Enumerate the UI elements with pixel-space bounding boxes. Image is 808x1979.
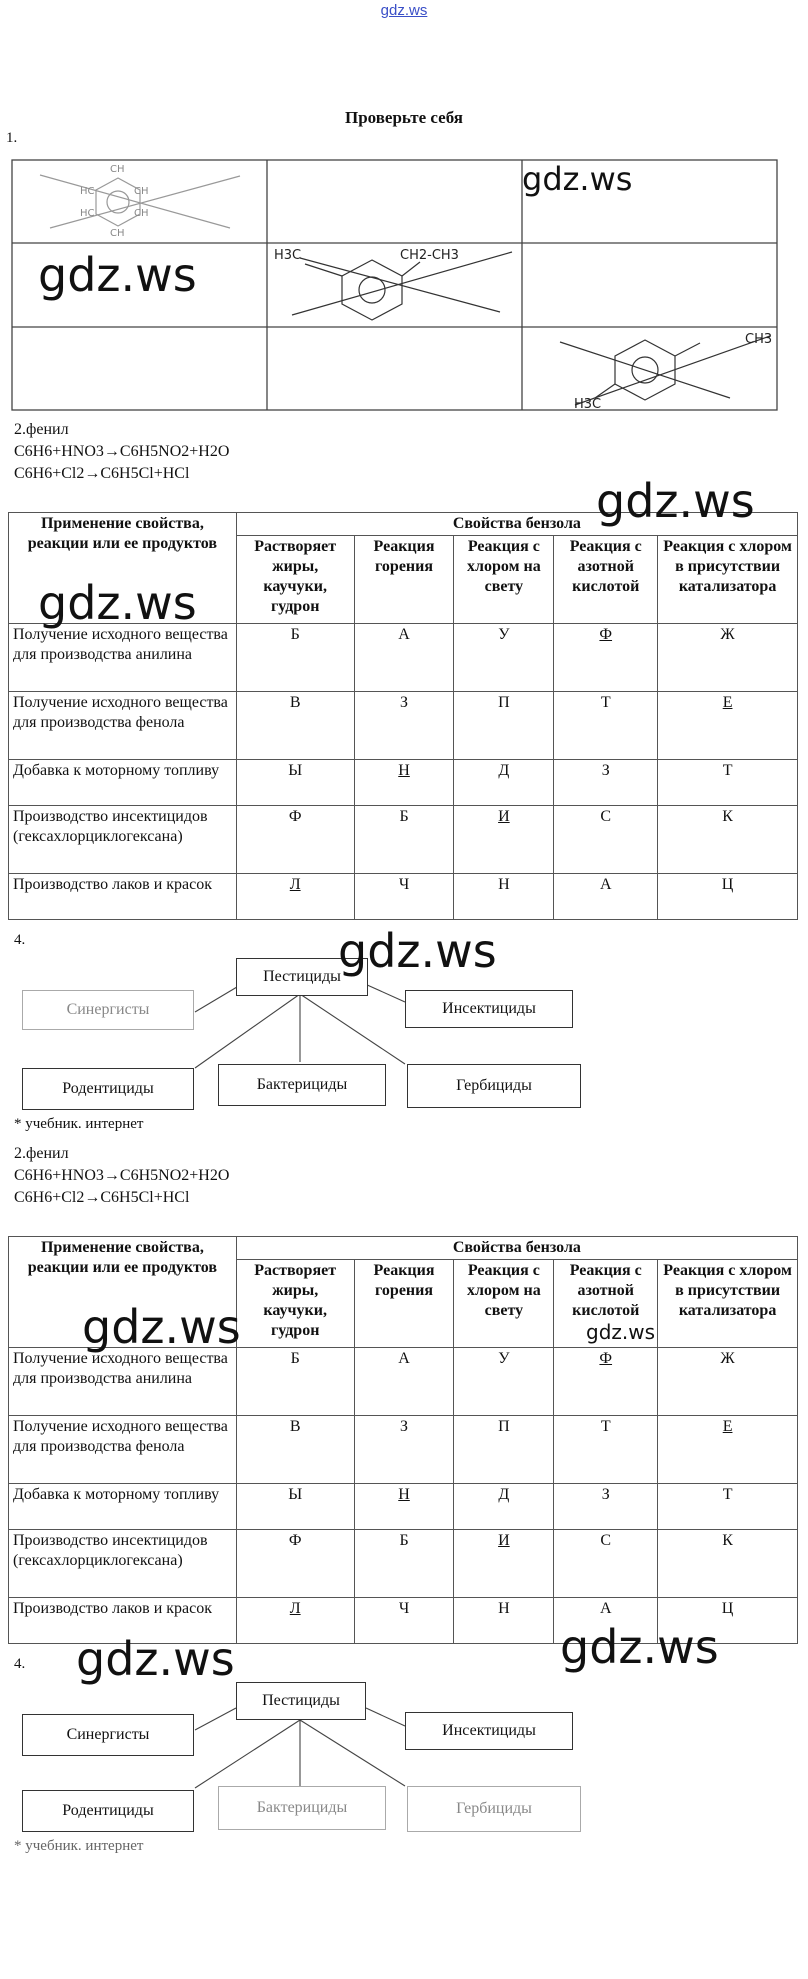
table-row (9, 1530, 798, 1598)
cell-answer: Н (354, 1484, 454, 1530)
cell: Т (554, 1416, 658, 1484)
cell: Т (554, 692, 658, 760)
cell: Ц (658, 874, 798, 920)
benzene-label-6: CH (110, 228, 125, 239)
herbicides-box-2: Гербициды (407, 1786, 581, 1832)
benzene-label-1: CH (110, 164, 125, 175)
reaction1-line-1: C6H6+HNO3→C6H5NO2+H2O (14, 443, 230, 460)
note-1: * учебник. интернет (14, 1116, 144, 1132)
table-corner: Применение свойства, реакции или ее продуктов (9, 513, 237, 624)
table-group-header: Свойства бензола (236, 1237, 797, 1260)
cell: Б (236, 624, 354, 692)
rodenticides-box-1: Родентициды (22, 1068, 194, 1110)
cell: Б (354, 1530, 454, 1598)
watermark-3: gdz.ws (596, 474, 755, 528)
col-header: Реакция с азотной кислотой (554, 536, 658, 624)
cell: З (354, 1416, 454, 1484)
cell-answer: И (454, 806, 554, 874)
col-header: Реакция с хлором в присутствии катализатора (658, 536, 798, 624)
table-row (9, 760, 798, 806)
row-label: Получение исходного вещества для производства анилина (9, 624, 237, 692)
synergists-box-2: Синергисты (22, 1714, 194, 1756)
cell: Ж (658, 1348, 798, 1416)
col-header: Реакция горения (354, 536, 454, 624)
benzene-label-3: CH (134, 186, 149, 197)
row-label: Получение исходного вещества для производства фенола (9, 1416, 237, 1484)
cell: Ф (236, 806, 354, 874)
bactericides-box-1: Бактерициды (218, 1064, 386, 1106)
table-corner: Применение свойства, реакции или ее продуктов (9, 1237, 237, 1348)
cell: Ч (354, 874, 454, 920)
cell: Ч (354, 1598, 454, 1644)
row-label: Производство лаков и красок (9, 1598, 237, 1644)
phenyl-line-2: 2.фенил (14, 1145, 69, 1162)
cell: З (554, 760, 658, 806)
rodenticides-box-2: Родентициды (22, 1790, 194, 1832)
reaction1-line-2: C6H6+HNO3→C6H5NO2+H2O (14, 1167, 230, 1184)
watermark-4: gdz.ws (38, 576, 197, 630)
cell: Ы (236, 1484, 354, 1530)
reaction2-line-1: C6H6+Cl2→C6H5Cl+HCl (14, 465, 190, 482)
col-header: Реакция с хлором на свету (454, 536, 554, 624)
row-label: Производство лаков и красок (9, 874, 237, 920)
xylene-label-top: CH3 (745, 332, 773, 347)
task1-structures-grid (0, 0, 808, 420)
ethyl-label-left: H3C (274, 248, 302, 263)
table-group-header: Свойства бензола (236, 513, 797, 536)
cell: Ж (658, 624, 798, 692)
cell: Д (454, 760, 554, 806)
bactericides-box-2: Бактерициды (218, 1786, 386, 1830)
table-row (9, 1348, 798, 1416)
watermark-9: gdz.ws (76, 1632, 235, 1686)
row-label: Производство инсектицидов (гексахлорциклогексана) (9, 1530, 237, 1598)
cell: Н (454, 1598, 554, 1644)
cell: Н (454, 874, 554, 920)
row-label: Получение исходного вещества для производства анилина (9, 1348, 237, 1416)
watermark-8: gdz.ws (560, 1620, 719, 1674)
cell: Т (658, 760, 798, 806)
cell: Д (454, 1484, 554, 1530)
task1-number: 1. (6, 130, 18, 146)
cell: А (554, 1598, 658, 1644)
benzene-structure (40, 175, 240, 228)
cell: А (554, 874, 658, 920)
cell-answer: Л (236, 1598, 354, 1644)
cell: В (236, 692, 354, 760)
watermark-6: gdz.ws (82, 1300, 241, 1354)
cell-answer: И (454, 1530, 554, 1598)
cell: С (554, 1530, 658, 1598)
cell: У (454, 1348, 554, 1416)
note-2: * учебник. интернет (14, 1838, 144, 1854)
row-label: Получение исходного вещества для производства фенола (9, 692, 237, 760)
table-row (9, 1416, 798, 1484)
benzene-label-4: HC (80, 208, 95, 219)
phenyl-line-1: 2.фенил (14, 421, 69, 438)
col-header: Растворяет жиры, каучуки, гудрон (236, 536, 354, 624)
watermark-1: gdz.ws (38, 248, 197, 302)
task4-number-2: 4. (14, 1656, 26, 1672)
cell-answer: Е (658, 692, 798, 760)
cell: Ц (658, 1598, 798, 1644)
cell: В (236, 1416, 354, 1484)
col-header: Реакция горения (354, 1260, 454, 1348)
cell: С (554, 806, 658, 874)
cell: Б (236, 1348, 354, 1416)
cell: Б (354, 806, 454, 874)
benzene-properties-table-2 (8, 1236, 798, 1644)
cell: П (454, 1416, 554, 1484)
cell-answer: Л (236, 874, 354, 920)
watermark-2: gdz.ws (522, 160, 633, 198)
col-header: Растворяет жиры, каучуки, гудрон (236, 1260, 354, 1348)
cell-answer: Н (354, 760, 454, 806)
page-title: Проверьте себя (345, 108, 463, 127)
cell-answer: Е (658, 1416, 798, 1484)
pesticides-box-1: Пестициды (236, 958, 368, 996)
cell: Ы (236, 760, 354, 806)
col-header: Реакция с хлором на свету (454, 1260, 554, 1348)
cell: А (354, 624, 454, 692)
table-row (9, 1484, 798, 1530)
synergists-box-1: Синергисты (22, 990, 194, 1030)
table-row (9, 874, 798, 920)
watermark-5: gdz.ws (338, 924, 497, 978)
table-row (9, 806, 798, 874)
cell: А (354, 1348, 454, 1416)
table-row (9, 692, 798, 760)
col-header: Реакция с хлором в присутствии катализатора (658, 1260, 798, 1348)
watermark-7: gdz.ws (586, 1320, 656, 1344)
cell-answer: Ф (554, 624, 658, 692)
xylene-label-bottom: H3C (574, 397, 602, 412)
cell: П (454, 692, 554, 760)
row-label: Добавка к моторному топливу (9, 1484, 237, 1530)
cell: Т (658, 1484, 798, 1530)
cell-answer: Ф (554, 1348, 658, 1416)
insecticides-box-2: Инсектициды (405, 1712, 573, 1750)
reaction2-line-2: C6H6+Cl2→C6H5Cl+HCl (14, 1189, 190, 1206)
cell: К (658, 1530, 798, 1598)
cell: К (658, 806, 798, 874)
row-label: Производство инсектицидов (гексахлорциклогексана) (9, 806, 237, 874)
cell: Ф (236, 1530, 354, 1598)
insecticides-box-1: Инсектициды (405, 990, 573, 1028)
task4-number-1: 4. (14, 932, 26, 948)
cell: З (554, 1484, 658, 1530)
herbicides-box-1: Гербициды (407, 1064, 581, 1108)
cell: У (454, 624, 554, 692)
benzene-properties-table-1 (8, 512, 798, 920)
benzene-label-2: HC (80, 186, 95, 197)
xylene-structure (560, 336, 770, 405)
col-header: Реакция с азотной кислотой (554, 1260, 658, 1348)
benzene-label-5: CH (134, 208, 149, 219)
ethyl-label-right: CH2-CH3 (400, 248, 459, 263)
cell: З (354, 692, 454, 760)
row-label: Добавка к моторному топливу (9, 760, 237, 806)
table-row (9, 624, 798, 692)
site-link[interactable]: gdz.ws (380, 2, 428, 19)
pesticides-box-2: Пестициды (236, 1682, 366, 1720)
